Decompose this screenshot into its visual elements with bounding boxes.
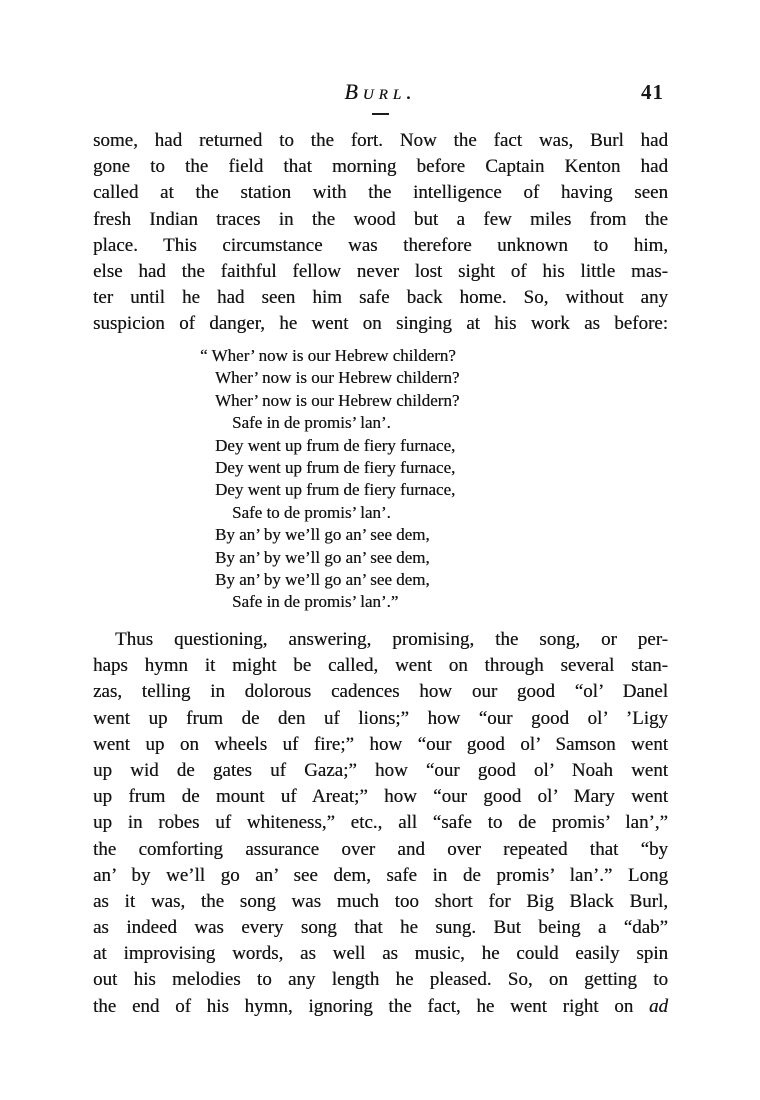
text-line: By an’ by we’ll go an’ see dem, xyxy=(215,525,430,545)
italic-text-run: ad xyxy=(649,995,668,1017)
text-line xyxy=(215,412,459,434)
text-line: as indeed was every song that he sung. But being a “dab” xyxy=(93,917,668,939)
text-line: zas, telling in dolorous cadences how our good “ol’ Danel xyxy=(93,681,668,703)
header-rule-divider xyxy=(372,113,389,115)
text-line: Dey went up frum de fiery furnace, xyxy=(215,435,456,455)
text-line: Wher’ now is our Hebrew childern? xyxy=(215,390,460,410)
text-line: up frum de mount uf Areat;” how “our good ol’ Mary went xyxy=(93,786,668,808)
text-line: fresh Indian traces in the wood but a few miles from the xyxy=(93,208,668,230)
text-line: place. This circumstance was therefore unknown to him, xyxy=(93,234,668,256)
text-run: Safe in de promis’ lan’.” xyxy=(232,592,399,612)
text-line: as it was, the song was much too short for Big Black Burl, xyxy=(93,890,668,912)
text-line: the comforting assurance over and over repeated that “by xyxy=(93,838,668,860)
text-line xyxy=(93,994,668,1020)
text-line: out his melodies to any length he pleased. So, on getting to xyxy=(93,969,668,991)
text-line: Thus questioning, answering, promising, the song, or per- xyxy=(115,629,668,650)
hymn-verse-block xyxy=(200,345,460,614)
text-line: an’ by we’ll go an’ see dem, safe in de promis’ lan’.” Long xyxy=(93,864,668,886)
text-run: the end of his hymn, ignoring the fact, he went right on xyxy=(93,995,649,1017)
text-line: some, had returned to the fort. Now the fact was, Burl had xyxy=(93,130,668,151)
page-number: 41 xyxy=(641,80,664,104)
text-line: ter until he had seen him safe back home. So, without any xyxy=(93,287,668,309)
text-run: Safe in de promis’ lan’. xyxy=(232,413,391,433)
text-line xyxy=(215,591,459,613)
text-line: Dey went up frum de fiery furnace, xyxy=(215,457,456,477)
text-line xyxy=(215,502,459,524)
text-line: By an’ by we’ll go an’ see dem, xyxy=(215,569,430,589)
text-line: Wher’ now is our Hebrew childern? xyxy=(215,368,460,388)
text-line: else had the faithful fellow never lost sight of his little mas- xyxy=(93,260,668,282)
text-line: went up on wheels uf fire;” how “our good ol’ Samson went xyxy=(93,733,668,755)
running-head xyxy=(93,80,668,104)
text-line: suspicion of danger, he went on singing at his work as before: xyxy=(93,313,668,335)
text-line: gone to the field that morning before Captain Kenton had xyxy=(93,156,668,178)
text-line: Dey went up frum de fiery furnace, xyxy=(215,480,456,500)
text-line xyxy=(200,345,459,367)
paragraph-continuation xyxy=(93,128,668,338)
text-line: up in robes uf whiteness,” etc., all “safe to de promis’ lan’,” xyxy=(93,812,668,834)
paragraph-narrative xyxy=(93,627,668,1020)
text-run: Safe to de promis’ lan’. xyxy=(232,502,391,522)
text-line: haps hymn it might be called, went on through several stan- xyxy=(93,655,668,677)
text-line: up wid de gates uf Gaza;” how “our good ol’ Noah went xyxy=(93,759,668,781)
text-line: called at the station with the intelligence of having seen xyxy=(93,182,668,204)
chapter-title: Burl. xyxy=(344,79,417,104)
text-line: went up frum de den uf lions;” how “our good ol’ ’Ligy xyxy=(93,707,668,729)
text-line: By an’ by we’ll go an’ see dem, xyxy=(215,547,430,567)
text-run: “ Wher’ now is our Hebrew childern? xyxy=(200,346,456,365)
text-line: at improvising words, as well as music, he could easily spin xyxy=(93,943,668,965)
